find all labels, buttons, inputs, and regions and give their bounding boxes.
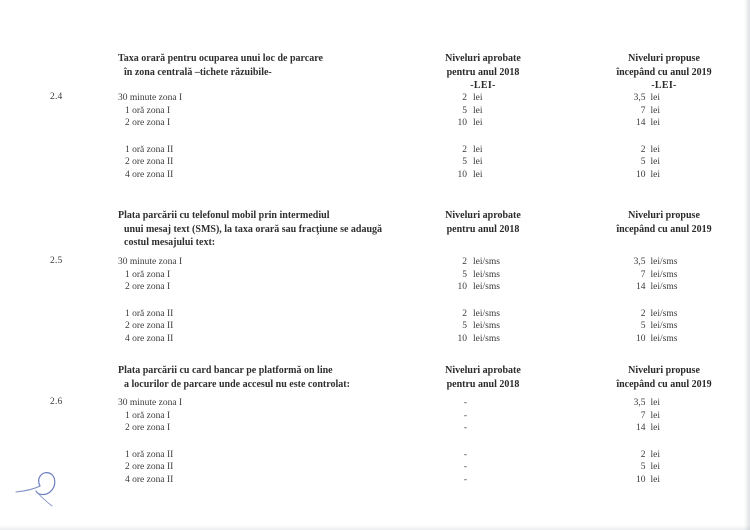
- approved-value-unit: lei: [473, 93, 483, 103]
- proposed-value-unit: lei: [650, 93, 660, 103]
- table-row-approved-value: [393, 422, 573, 435]
- description-line: unui mesaj text (SMS), la taxa orară sau fracţiune se adaugă: [124, 223, 383, 235]
- approved-value-unit: lei/sms: [473, 308, 500, 319]
- proposed-value-number: 5: [640, 157, 646, 168]
- approved-value-column: [393, 397, 573, 487]
- table-row-proposed-value: [578, 474, 750, 487]
- table-row-approved-value: [393, 105, 573, 118]
- table-row-label: 30 minute zona I: [118, 93, 183, 103]
- group-spacer: [393, 435, 573, 449]
- approved-value-unit: lei/sms: [473, 257, 500, 267]
- proposed-value-column: [578, 256, 750, 346]
- approved-value-unit: [467, 461, 525, 474]
- group-spacer: [118, 130, 393, 144]
- table-row-proposed-value: [578, 333, 750, 346]
- approved-value-column: [393, 256, 573, 346]
- table-row-label: 1 oră zona I: [125, 105, 171, 116]
- header-line: Niveluri propuse: [628, 53, 700, 64]
- approved-value-number: -: [463, 410, 467, 421]
- proposed-value-number: 2: [640, 449, 646, 460]
- handwritten-ink-mark: [14, 462, 72, 508]
- proposed-value-number: 7: [640, 269, 646, 280]
- group-spacer: [578, 130, 750, 144]
- approved-column-header: [393, 52, 573, 93]
- header-line: -LEI-: [651, 80, 677, 91]
- approved-value-number: 5: [462, 321, 467, 332]
- row-label-column: [118, 256, 393, 346]
- table-row-approved-value: [393, 269, 573, 282]
- table-row-label: 2 ore zona II: [125, 157, 174, 168]
- table-row-proposed-value: [578, 269, 750, 282]
- header-line: Niveluri propuse: [628, 210, 700, 221]
- proposed-value-number: 3,5: [633, 257, 646, 267]
- proposed-value-unit: lei: [650, 105, 660, 116]
- proposed-value-unit: lei/sms: [650, 321, 678, 332]
- section-number: 2.4: [50, 92, 63, 102]
- group-spacer: [578, 435, 750, 449]
- table-row-approved-value: [393, 92, 573, 105]
- table-row-label: 2 ore zona I: [125, 423, 171, 434]
- table-row-approved-value: [393, 397, 573, 410]
- description-line: Plata parcării cu card bancar pe platformă on line: [118, 365, 333, 376]
- approved-value-unit: lei/sms: [473, 321, 500, 332]
- header-line: Niveluri aprobate: [445, 365, 521, 376]
- proposed-value-unit: lei/sms: [650, 269, 678, 280]
- table-row-approved-value: [393, 308, 573, 321]
- approved-value-unit: lei: [473, 105, 483, 116]
- table-row-proposed-value: [578, 449, 750, 462]
- proposed-value-number: 7: [640, 410, 646, 421]
- proposed-value-number: 2: [640, 144, 646, 155]
- section-description: [118, 364, 393, 391]
- table-row-label: 4 ore zona II: [125, 169, 174, 180]
- proposed-value-unit: lei: [650, 398, 660, 408]
- table-row-approved-value: [393, 333, 573, 346]
- header-line: Niveluri aprobate: [445, 53, 521, 64]
- approved-value-column: [393, 92, 573, 182]
- approved-value-unit: [467, 422, 525, 435]
- table-row-label: 1 oră zona I: [125, 269, 171, 280]
- table-row-label: 2 ore zona II: [125, 321, 174, 332]
- proposed-value-number: 14: [636, 282, 646, 293]
- approved-value-number: 2: [462, 93, 467, 103]
- table-row-proposed-value: [578, 256, 750, 269]
- table-row-approved-value: [393, 144, 573, 157]
- approved-value-number: 5: [462, 157, 467, 168]
- approved-value-number: 5: [462, 105, 467, 116]
- approved-column-header: [393, 364, 573, 391]
- approved-value-unit: lei: [473, 118, 483, 129]
- proposed-value-unit: lei/sms: [650, 333, 678, 344]
- approved-value-number: 10: [457, 333, 467, 344]
- table-row-label: 1 oră zona I: [125, 410, 171, 421]
- proposed-column-header: [578, 52, 750, 93]
- table-row-label: 30 minute zona I: [118, 398, 183, 408]
- proposed-value-number: 3,5: [633, 93, 646, 103]
- table-row-label: 4 ore zona II: [125, 333, 174, 344]
- approved-value-unit: lei/sms: [473, 333, 500, 344]
- proposed-value-unit: lei: [650, 169, 660, 180]
- proposed-value-unit: lei: [650, 118, 660, 129]
- table-row-approved-value: [393, 320, 573, 333]
- approved-value-unit: [467, 474, 525, 487]
- approved-column-header: [393, 209, 573, 236]
- description-line: Taxa orară pentru ocuparea unui loc de parcare: [118, 53, 323, 64]
- section-description: [118, 209, 393, 250]
- approved-value-number: -: [463, 398, 467, 408]
- section-number: 2.5: [50, 256, 63, 266]
- proposed-value-unit: lei/sms: [650, 282, 678, 293]
- table-row-proposed-value: [578, 92, 750, 105]
- table-row-proposed-value: [578, 169, 750, 182]
- proposed-value-column: [578, 92, 750, 182]
- approved-value-number: 2: [462, 257, 467, 267]
- row-label-column: [118, 92, 393, 182]
- proposed-column-header: [578, 209, 750, 236]
- proposed-value-number: 10: [636, 474, 646, 485]
- table-row-approved-value: [393, 410, 573, 423]
- approved-value-number: 10: [457, 118, 467, 129]
- approved-value-number: -: [463, 449, 467, 460]
- group-spacer: [393, 294, 573, 308]
- table-row-approved-value: [393, 169, 573, 182]
- table-row-label: 4 ore zona II: [125, 474, 174, 485]
- proposed-value-unit: lei: [650, 423, 660, 434]
- description-line: Plata parcării cu telefonul mobil prin intermediul: [118, 210, 330, 221]
- approved-value-unit: lei: [473, 169, 483, 180]
- table-row-proposed-value: [578, 308, 750, 321]
- table-row-proposed-value: [578, 422, 750, 435]
- group-spacer: [578, 294, 750, 308]
- group-spacer: [393, 130, 573, 144]
- table-row-proposed-value: [578, 461, 750, 474]
- proposed-value-number: 10: [636, 333, 646, 344]
- table-row-label: 2 ore zona I: [125, 118, 171, 129]
- header-line: începând cu anul 2019: [616, 378, 712, 390]
- table-row-label: 1 oră zona II: [125, 308, 174, 319]
- table-row-label: 2 ore zona I: [125, 282, 171, 293]
- proposed-value-number: 5: [640, 462, 646, 473]
- table-row-proposed-value: [578, 320, 750, 333]
- description-line: în zona centrală –tichete răzuibile-: [124, 66, 272, 78]
- proposed-value-number: 2: [640, 308, 646, 319]
- approved-value-number: 2: [462, 144, 467, 155]
- table-row-approved-value: [393, 156, 573, 169]
- header-line: pentru anul 2018: [446, 378, 520, 390]
- table-row-approved-value: [393, 256, 573, 269]
- header-line: pentru anul 2018: [446, 66, 520, 78]
- table-row-proposed-value: [578, 281, 750, 294]
- table-row-approved-value: [393, 449, 573, 462]
- table-row-approved-value: [393, 281, 573, 294]
- proposed-value-unit: lei: [650, 462, 660, 473]
- proposed-value-unit: lei: [650, 474, 660, 485]
- table-row-proposed-value: [578, 410, 750, 423]
- proposed-value-number: 7: [640, 105, 646, 116]
- proposed-value-number: 10: [636, 169, 646, 180]
- table-row-approved-value: [393, 117, 573, 130]
- approved-value-number: -: [463, 474, 467, 485]
- group-spacer: [118, 294, 393, 308]
- header-line: -LEI-: [470, 80, 496, 91]
- table-row-proposed-value: [578, 397, 750, 410]
- approved-value-unit: lei: [473, 157, 483, 168]
- approved-value-unit: [467, 449, 525, 462]
- table-row-approved-value: [393, 461, 573, 474]
- approved-value-number: 5: [462, 269, 467, 280]
- proposed-value-unit: lei/sms: [650, 257, 678, 267]
- header-line: începând cu anul 2019: [616, 66, 712, 78]
- approved-value-unit: [467, 410, 525, 423]
- proposed-value-unit: lei: [650, 157, 660, 168]
- header-line: Niveluri aprobate: [445, 210, 521, 221]
- table-row-proposed-value: [578, 144, 750, 157]
- approved-value-unit: lei/sms: [473, 282, 500, 293]
- proposed-value-unit: lei: [650, 144, 660, 155]
- proposed-value-number: 3,5: [633, 398, 646, 408]
- approved-value-number: -: [463, 462, 467, 473]
- approved-value-number: 10: [457, 282, 467, 293]
- table-row-label: 30 minute zona I: [118, 257, 183, 267]
- approved-value-number: -: [463, 423, 467, 434]
- proposed-value-number: 14: [636, 423, 646, 434]
- proposed-value-unit: lei/sms: [650, 308, 678, 319]
- table-row-proposed-value: [578, 117, 750, 130]
- header-line: Niveluri propuse: [628, 365, 700, 376]
- header-line: pentru anul 2018: [446, 223, 520, 235]
- group-spacer: [118, 435, 393, 449]
- table-row-label: 2 ore zona II: [125, 462, 174, 473]
- description-line: costul mesajului text:: [124, 237, 216, 248]
- proposed-value-unit: lei: [650, 449, 660, 460]
- proposed-value-column: [578, 397, 750, 487]
- proposed-value-number: 5: [640, 321, 646, 332]
- approved-value-unit: lei/sms: [473, 269, 500, 280]
- approved-value-number: 2: [462, 308, 467, 319]
- approved-value-number: 10: [457, 169, 467, 180]
- table-row-approved-value: [393, 474, 573, 487]
- description-line: a locurilor de parcare unde accesul nu este controlat:: [124, 378, 350, 390]
- proposed-column-header: [578, 364, 750, 391]
- table-row-label: 1 oră zona II: [125, 449, 174, 460]
- table-row-proposed-value: [578, 156, 750, 169]
- row-label-column: [118, 397, 393, 487]
- section-number: 2.6: [50, 397, 63, 407]
- table-row-label: 1 oră zona II: [125, 144, 174, 155]
- table-row-proposed-value: [578, 105, 750, 118]
- header-line: începând cu anul 2019: [616, 223, 712, 235]
- proposed-value-number: 14: [636, 118, 646, 129]
- approved-value-unit: lei: [473, 144, 483, 155]
- proposed-value-unit: lei: [650, 410, 660, 421]
- approved-value-unit: [467, 397, 525, 410]
- section-description: [118, 52, 393, 79]
